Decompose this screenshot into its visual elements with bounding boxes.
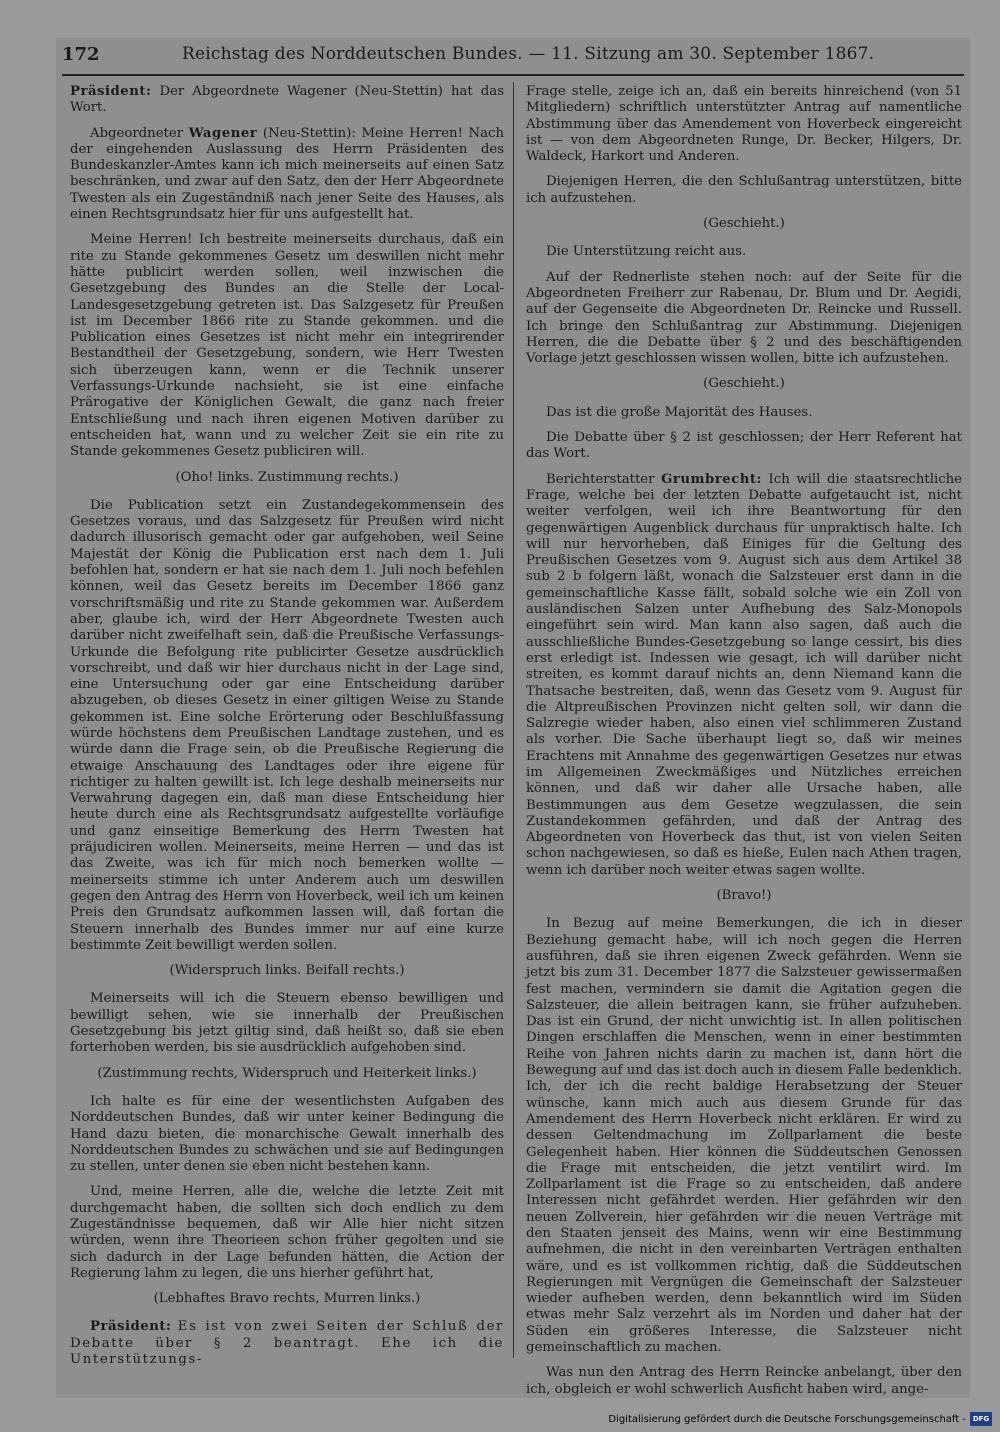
speaker-role: Berichterstatter [546,471,655,487]
paragraph: Das ist die große Majorität des Hauses. [546,404,813,420]
page-number: 172 [62,44,100,65]
paragraph [70,126,504,224]
reaction-note: (Widerspruch links. Beifall rechts.) [169,963,405,979]
digitization-credit [600,1412,992,1428]
credit-text: Digitalisierung gefördert durch die Deutsche Forschungsgemeinschaft - [608,1414,966,1425]
paragraph [70,1319,504,1368]
paragraph-text: Ich will die staatsrechtliche Frage, welche bei der letzten Debatte aufgetaucht ist, nicht weiter verfolgen, weil ich ihre Beantwortung für den gegenwärtigen Augenblick durchaus für unpraktisch halte. Ich will nur hervorheben, daß Einiges für die Geltung des Preußischen Gesetzes vom 9. August sich aus dem Artikel 38 sub 2 b folgern läßt, wonach die Salzsteuer erst dann in die gemeinschaftliche Kasse fällt, sobald solche wie ein Zoll von ausländischen Salzen unter Aufhebung des Salz-Monopols eingeführt sein wird. Man kann also sagen, daß auch die ausschließliche Bundes-Gesetzgebung so lange cessirt, bis dies erst erledigt ist. Indessen wie gesagt, ich will darüber nicht streiten, es kommt darauf nichts an, denn Niemand kann die Thatsache bestreiten, daß, wenn das Gesetz vom 9. August für die Altpreußischen Provinzen nicht gelten soll, wir dann die Salzregie wieder haben, also einen viel schlimmeren Zustand als vorher. Die Sache überhaupt liegt so, daß wir meines Erachtens mit Annahme des gegenwärtigen Gesetzes nur etwas im Allgemeinen Zweckmäßiges und Nützliches erreichen können, und daß wir daher alle Ursache haben, alle Bestimmungen aus dem Gesetze wegzulassen, die sein Zustandekommen gefährden, und daß der Antrag des Abgeordneten von Hoverbeck das thut, ist von vielen Seiten schon nachgewiesen, so daß es hieße, Eulen nach Athen tragen, wenn ich darüber noch weiter etwas sagen wollte. [526,471,962,878]
paragraph: In Bezug auf meine Bemerkungen, die ich in dieser Beziehung gemacht habe, will ich noch gegen die Herren ausführen, daß sie ihren eigenen Zweck gefährden. Wenn sie jetzt bis zum 31. December 1877 die Salzsteuer gewissermaßen fest machen, vermindern sie damit die Agitation gegen die Salzsteuer, die allein beitragen kann, sie früher aufzuheben. Das ist ein Grund, der nicht unwichtig ist. In allen politischen Dingen erschlaffen die Menschen, wenn in einer bestimmten Reihe von Jahren nichts darin zu machen ist, dann hört die Bewegung auf und das ist doch auch in diesem Falle bedenklich. Ich, der ich die recht baldige Herabsetzung der Steuer wünsche, kann mich auch aus diesem Grunde für das Amendement des Herrn Hoverbeck nicht erklären. Er wird zu dessen Geltendmachung im Zollparlament die beste Gelegenheit haben. Hier können die Süddeutschen Genossen die Frage mit entscheiden, die jetzt ventilirt wird. Im Zollparlament ist die Frage so zu entscheiden, daß andere Interessen nicht gefährdet werden. Hier gefährden wir den neuen Zollverein, hier gefährden wir die neuen Verträge mit den Staaten jenseit des Mains, wenn wir eine Bestimmung aufnehmen, die nicht in den vereinbarten Verträgen enthalten wäre, und es ist vollkommen richtig, daß die Süddeutschen Regierungen mit Vergnügen die Gemeinschaft der Salzsteuer wieder aufheben werden, denn bekanntlich wird im Süden etwas mehr Salz verzehrt als im Norden und daher hat der Süden ein größeres Interesse, die Salzsteuer nicht gemeinschaftlich zu machen. [526,916,962,1356]
paragraph-text: (Neu-Stettin): Meine Herren! Nach der eingehenden Auslassung des Herrn Präsidenten des Bundeskanzler-Amtes kann ich mich meinerseits auf einen Satz beschränken, und zwar auf den Satz, den der Herr Abgeordnete Twesten als ein Zugeständniß nach jener Seite des Hauses, als einen Rechtsgrundsatz hier für uns aufgestellt hat. [70,125,505,223]
speaker-role: Abgeordneter [90,125,184,141]
right-column [526,84,962,1407]
paragraph: Die Unterstützung reicht aus. [546,244,747,260]
reaction-note: (Oho! links. Zustimmung rechts.) [175,469,399,485]
speaker-name: Wagener [188,125,258,141]
paragraph: Meinerseits will ich die Steuern ebenso bewilligen und bewilligt sehen, wie sie innerhalb der Preußischen Gesetzgebung bis jetzt giltig sind, daß heißt so, daß sie eben forterhoben werden, bis sie ausdrücklich aufgehoben sind. [70,991,504,1056]
reaction-note: (Geschieht.) [703,376,785,392]
paragraph: Diejenigen Herren, die den Schlußantrag unterstützen, bitte ich aufzustehen. [526,174,962,206]
paragraph: Meine Herren! Ich bestreite meinerseits durchaus, daß ein rite zu Stande gekommenes Gesetz um deswillen nicht mehr hätte publicirt werden sollen, weil inzwischen die Gesetzgebung des Bundes an die Stelle der Local-Landesgesetzgebung getreten ist. Das Salzgesetz für Preußen ist im December 1866 rite zu Stande gekommen. und die Publication eines Gesetzes ist nicht mehr ein integrirender Bestandtheil der Gesetzgebung, sondern, wie Herr Twesten sich überzeugen kann, wenn er die Technik unserer Verfassungs-Urkunde nachsieht, sie ist eine einfache Prärogative der Königlichen Gewalt, die ganz nach freier Entschließung und nach ihren eigenen Motiven darüber zu entscheiden hat, wann und zu welcher Zeit sie ein rite zu Stande gekommenes Gesetz publiciren will. [70,232,504,460]
reaction-note: (Zustimmung rechts, Widerspruch und Heiterkeit links.) [97,1065,477,1081]
paragraph-text: Es ist von zwei Seiten der Schluß der Debatte über § 2 beantragt. Ehe ich die Unterstützungs- [70,1319,504,1368]
page-header [62,44,964,76]
column-divider [513,82,514,1358]
paragraph [70,84,504,117]
running-head: Reichstag des Norddeutschen Bundes. — 11. Sitzung am 30. September 1867. [182,44,875,64]
left-column [70,84,504,1377]
reaction-note: (Bravo!) [716,888,772,904]
dfg-logo-icon: DFG [970,1412,992,1426]
paragraph: Was nun den Antrag des Herrn Reincke anbelangt, über den ich, obgleich er wohl schwerlich Ausficht haben wird, ange- [526,1365,962,1397]
paragraph-text: Der Abgeordnete Wagener (Neu-Stettin) hat das Wort. [70,84,504,116]
reaction-note: (Lebhaftes Bravo rechts, Murren links.) [153,1291,421,1307]
reaction-note: (Geschieht.) [703,216,785,232]
speaker-name: Grumbrecht: [661,471,762,487]
speaker-name: Präsident: [70,84,152,99]
paragraph: Und, meine Herren, alle die, welche die letzte Zeit mit durchgemacht haben, die sollten sich doch endlich zu dem Zugeständnisse bequemen, daß wir Alle hier nicht sitzen würden, wenn ihre Theorieen schon früher gegolten und sie sich dadurch in der Lage befunden hätten, die Action der Regierung lahm zu legen, die uns hierher geführt hat, [70,1184,504,1281]
paragraph: Ich halte es für eine der wesentlichsten Aufgaben des Norddeutschen Bundes, daß wir unter keiner Bedingung die Hand dazu bieten, die monarchische Gewalt innerhalb des Norddeutschen Bundes zu schwächen und sie auf Bedingungen zu stellen, unter denen sie eben nicht bestehen kann. [70,1093,504,1175]
speaker-name: Präsident: [90,1319,172,1335]
paragraph: Auf der Rednerliste stehen noch: auf der Seite für die Abgeordneten Freiherr zur Rabenau, Dr. Blum und Dr. Aegidi, auf der Gegenseite die Abgeordneten Dr. Reincke und Russell. Ich bringe den Schlußantrag zur Abstimmung. Diejenigen Herren, die die Debatte über § 2 und des beschäftigenden Vorlage jetzt geschlossen wissen wollen, bitte ich aufzustehen. [526,269,962,367]
paragraph: Die Publication setzt ein Zustandegekommensein des Gesetzes voraus, und das Salzgesetz für Preußen wird nicht dadurch illusorisch gemacht oder gar aufgehoben, weil Seine Majestät der König die Publication erst nach dem 1. Juli befohlen hat, sondern er hat sie nach dem 1. Juli noch befehlen können, weil das Gesetz bereits im December 1866 ganz vorschriftsmäßig und rite zu Stande gekommen war. Außerdem aber, glaube ich, wird der Herr Abgeordnete Twesten auch darüber nicht zweifelhaft sein, daß die Preußische Verfassungs-Urkunde die Befolgung rite publicirter Gesetze ausdrücklich vorschreibt, und daß wir hier durchaus nicht in der Lage sind, eine Untersuchung oder gar eine Entscheidung darüber abzugeben, ob dieses Gesetz in einer giltigen Weise zu Stande gekommen ist. Eine solche Erörterung oder Beschlußfassung würde höchstens dem Preußischen Landtage zustehen, und es würde dann die Frage sein, ob die Preußische Regierung die etwaige Anschauung des Landtages oder ihre eigene für richtiger zu halten gewillt ist. Ich lege deshalb meinerseits nur Verwahrung dagegen ein, daß man diese Entscheidung hier heute durch eine als Rechtsgrundsatz aufgestellte vorläufige und ganz einseitige Bemerkung des Herrn Twesten hat präjudiciren wollen. Meinerseits, meine Herren — und das ist das Zweite, was ich für mich noch bemerken wollte — meinerseits stimme ich unter Anderem auch um deswillen gegen den Antrag des Herrn von Hoverbeck, weil ich um keinen Preis den Grundsatz aufkommen lassen will, daß fortan die Steuern innerhalb des Bundes immer nur auf eine kurze bestimmte Zeit bewilligt werden sollen. [70,497,504,953]
paragraph [526,472,962,879]
paragraph: Die Debatte über § 2 ist geschlossen; der Herr Referent hat das Wort. [526,430,962,462]
paragraph: Frage stelle, zeige ich an, daß ein bereits hinreichend (von 51 Mitgliedern) schriftlich unterstützter Antrag auf namentliche Abstimmung über das Amendement von Hoverbeck eingereicht ist — von dem Abgeordneten Runge, Dr. Becker, Hilgers, Dr. Waldeck, Harkort und Anderen. [526,84,962,165]
